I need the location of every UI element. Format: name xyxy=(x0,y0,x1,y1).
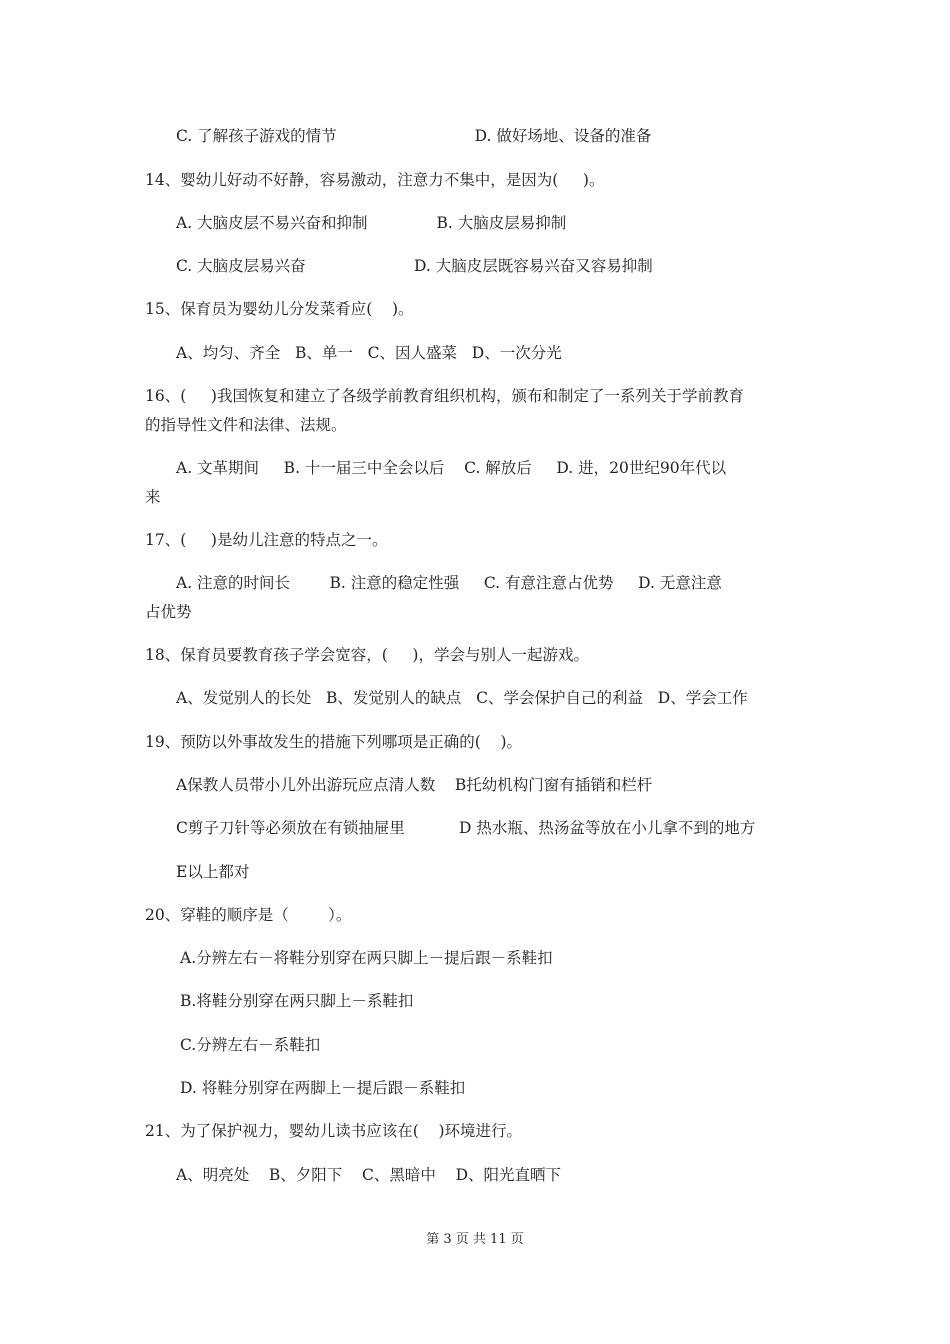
q13-options-cd: C. 了解孩子游戏的情节 D. 做好场地、设备的准备 xyxy=(176,127,652,145)
q20-option-d: D. 将鞋分别穿在两脚上－提后跟－系鞋扣 xyxy=(180,1079,466,1097)
q21-options: A、明亮处 B、夕阳下 C、黑暗中 D、阳光直晒下 xyxy=(176,1166,561,1184)
q17-options-cont: 占优势 xyxy=(145,603,192,621)
q16-options: A. 文革期间 B. 十一届三中全会以后 C. 解放后 D. 进，20世纪90年代以 xyxy=(176,459,727,477)
question-19: 19、预防以外事故发生的措施下列哪项是正确的( )。 xyxy=(145,733,523,751)
question-14: 14、婴幼儿好动不好静，容易激动，注意力不集中，是因为( )。 xyxy=(145,171,605,189)
q16-options-cont: 来 xyxy=(145,488,161,506)
question-15: 15、保育员为婴幼儿分发菜肴应( )。 xyxy=(145,300,414,318)
question-17: 17、( )是幼儿注意的特点之一。 xyxy=(145,531,388,549)
q19-option-e: E以上都对 xyxy=(176,863,250,881)
q20-option-c: C.分辨左右－系鞋扣 xyxy=(180,1036,321,1054)
page-footer: 第 3 页 共 11 页 xyxy=(426,1232,524,1247)
q19-options-cd: C剪子刀针等必须放在有锁抽屉里 D 热水瓶、热汤盆等放在小儿拿不到的地方 xyxy=(176,819,756,837)
question-16: 16、( )我国恢复和建立了各级学前教育组织机构，颁布和制定了一系列关于学前教育 xyxy=(145,387,744,405)
q19-options-ab: A保教人员带小儿外出游玩应点清人数 B托幼机构门窗有插销和栏杆 xyxy=(176,776,653,794)
q14-options-ab: A. 大脑皮层不易兴奋和抑制 B. 大脑皮层易抑制 xyxy=(176,214,567,232)
question-16-cont: 的指导性文件和法律、法规。 xyxy=(145,416,347,434)
q20-option-b: B.将鞋分别穿在两只脚上－系鞋扣 xyxy=(180,992,414,1010)
question-20: 20、穿鞋的顺序是（ ）。 xyxy=(145,906,352,924)
q18-options: A、发觉别人的长处 B、发觉别人的缺点 C、学会保护自己的利益 D、学会工作 xyxy=(176,689,748,707)
q14-options-cd: C. 大脑皮层易兴奋 D. 大脑皮层既容易兴奋又容易抑制 xyxy=(176,257,653,275)
question-18: 18、保育员要教育孩子学会宽容，( )，学会与别人一起游戏。 xyxy=(145,646,589,664)
question-21: 21、为了保护视力，婴幼儿读书应该在( )环境进行。 xyxy=(145,1122,523,1140)
q17-options: A. 注意的时间长 B. 注意的稳定性强 C. 有意注意占优势 D. 无意注意 xyxy=(176,574,722,592)
q20-option-a: A.分辨左右－将鞋分别穿在两只脚上－提后跟－系鞋扣 xyxy=(180,949,553,967)
q15-options: A、均匀、齐全 B、单一 C、因人盛菜 D、一次分光 xyxy=(176,344,562,362)
